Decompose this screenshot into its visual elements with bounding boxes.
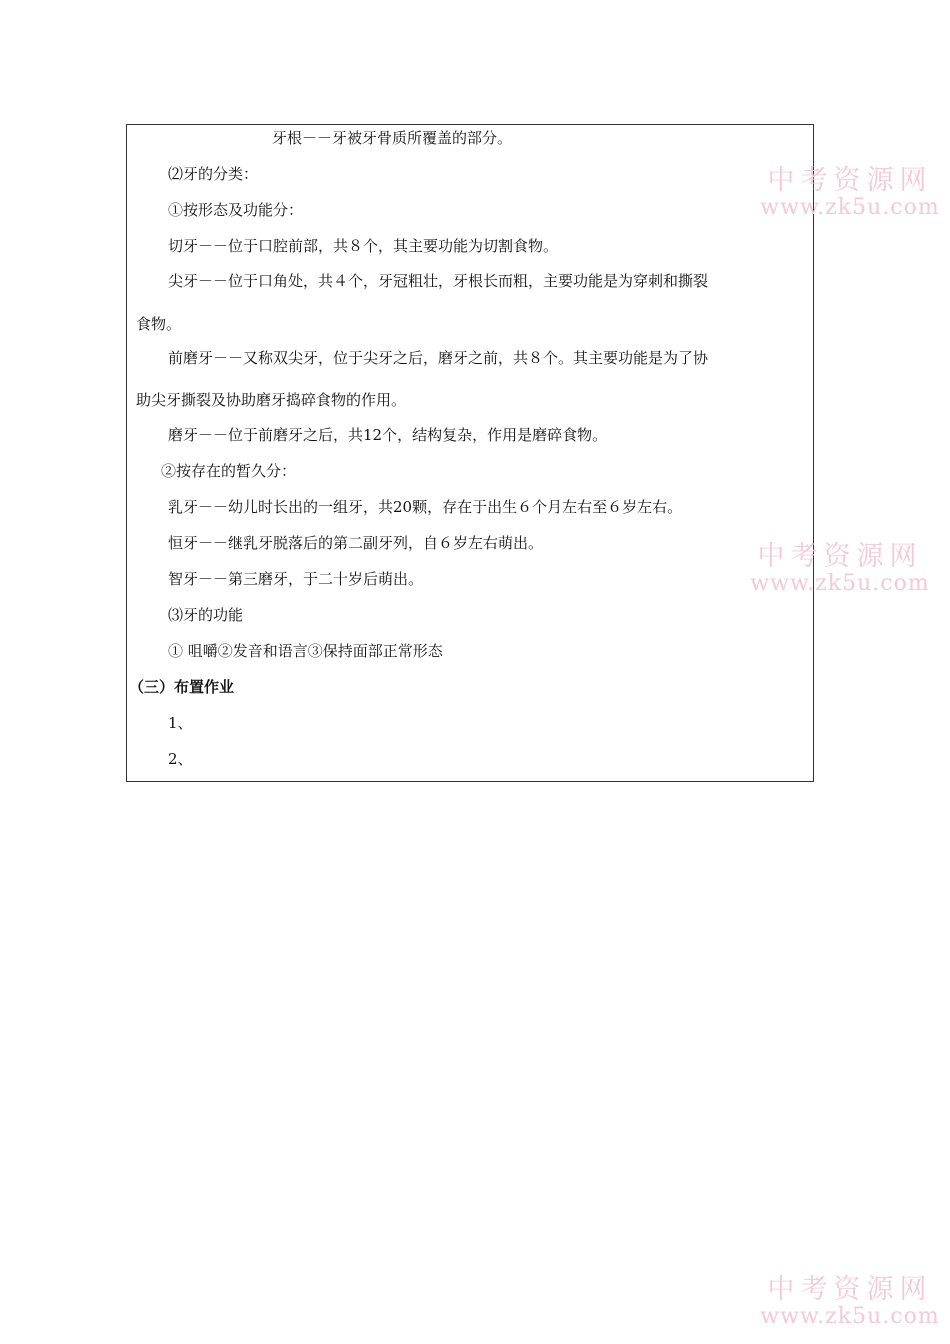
watermark-cn: 中考资源网	[767, 1274, 933, 1305]
text-line: 2、	[168, 750, 193, 768]
text-line: ⑵牙的分类：	[168, 165, 259, 183]
watermark	[755, 1275, 945, 1329]
text-line: 食物。	[136, 315, 182, 333]
watermark-url: www.zk5u.com	[760, 194, 940, 220]
watermark	[755, 166, 945, 220]
text-line: ⑶牙的功能	[168, 606, 244, 624]
text-line: 牙根－－牙被牙骨质所覆盖的部分。	[272, 129, 513, 147]
section-heading: （三）布置作业	[129, 678, 235, 696]
text-line: 磨牙－－位于前磨牙之后，共12个，结构复杂，作用是磨碎食物。	[168, 426, 608, 444]
watermark-url: www.zk5u.com	[750, 570, 930, 596]
watermark-cn: 中考资源网	[767, 165, 933, 196]
text-line: 切牙－－位于口腔前部，共８个，其主要功能为切割食物。	[168, 237, 559, 255]
text-line: ①按形态及功能分：	[168, 201, 304, 219]
text-line: 前磨牙－－又称双尖牙，位于尖牙之后，磨牙之前，共８个。其主要功能是为了协	[168, 349, 709, 367]
text-line: 乳牙－－幼儿时长出的一组牙，共20颗，存在于出生６个月左右至６岁左右。	[168, 498, 683, 516]
text-line: 恒牙－－继乳牙脱落后的第二副牙列，自６岁左右萌出。	[168, 534, 544, 552]
text-line: 1、	[168, 714, 193, 732]
watermark-cn: 中考资源网	[757, 541, 923, 572]
text-line: 智牙－－第三磨牙，于二十岁后萌出。	[168, 570, 424, 588]
text-line: ① 咀嚼②发音和语言③保持面部正常形态	[168, 642, 443, 660]
text-line: ②按存在的暂久分：	[161, 462, 297, 480]
watermark-url: www.zk5u.com	[760, 1303, 940, 1329]
text-line: 助尖牙撕裂及协助磨牙捣碎食物的作用。	[136, 391, 407, 409]
text-line: 尖牙－－位于口角处，共４个，牙冠粗壮，牙根长而粗，主要功能是为穿刺和撕裂	[168, 272, 709, 290]
watermark	[745, 542, 935, 596]
